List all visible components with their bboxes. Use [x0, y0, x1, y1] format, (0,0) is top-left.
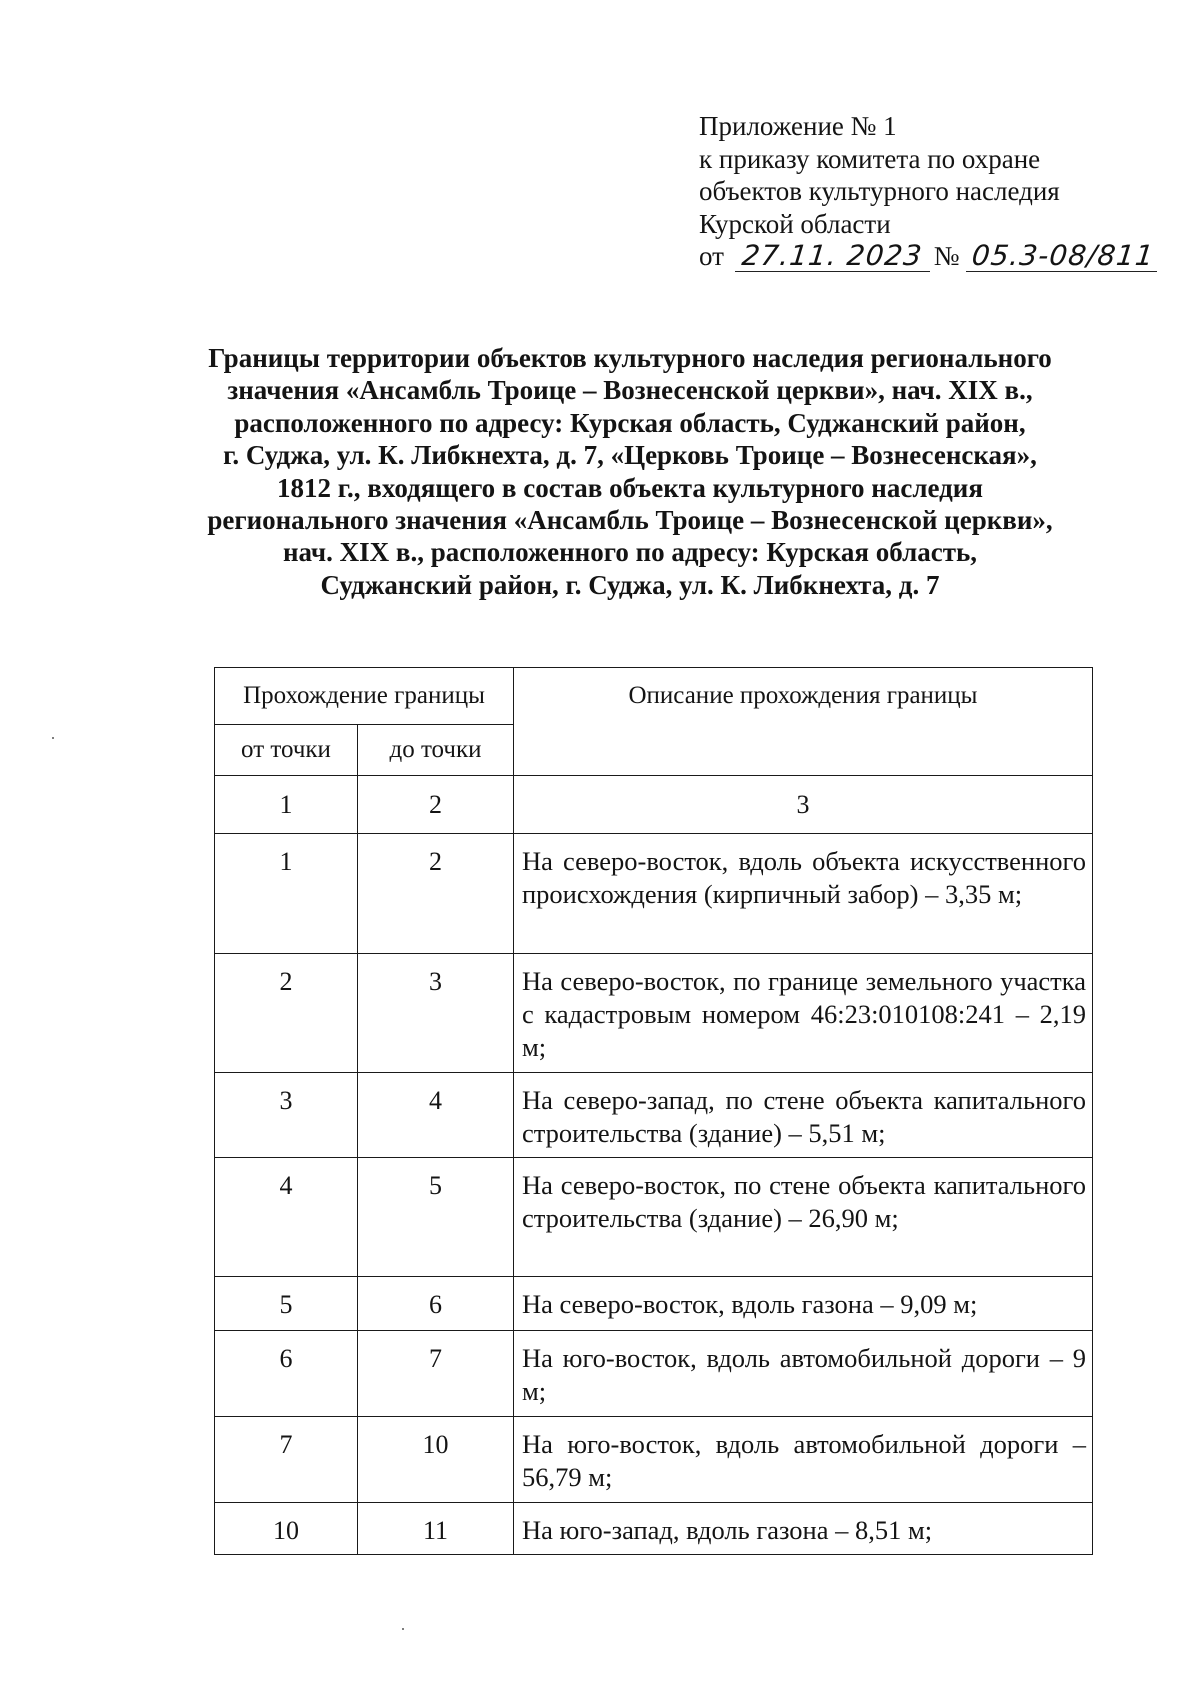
boundary-table: [214, 667, 1093, 1555]
table-row: [215, 1073, 1093, 1158]
from-label: от: [699, 241, 724, 271]
to-point-cell: 4: [358, 1073, 514, 1158]
table-row: [215, 1158, 1093, 1277]
title-line: нач. XIX в., расположенного по адресу: Курская область,: [282, 537, 978, 568]
column-number: 2: [358, 776, 514, 834]
scan-speck: [52, 737, 54, 739]
title-line: 1812 г., входящего в состав объекта культурного наследия: [277, 472, 983, 503]
to-point-cell: 7: [358, 1331, 514, 1417]
handwritten-order-number: 05.3-08/811: [970, 239, 1156, 272]
title-line: Границы территории объектов культурного наследия регионального: [208, 343, 1052, 373]
appendix-title: Приложение № 1: [699, 111, 897, 141]
description-cell: На северо-восток, по границе земельного участка с кадастровым номером 46:23:010108:241 – 2,19 м;: [514, 954, 1093, 1073]
order-number-field: [966, 241, 1157, 272]
document-title: [170, 342, 1090, 601]
title-line: расположенного по адресу: Курская область, Суджанский район,: [234, 407, 1026, 438]
to-point-cell: 3: [358, 954, 514, 1073]
to-point-cell: 5: [358, 1158, 514, 1277]
description-cell: На юго-восток, вдоль автомобильной дороги – 56,79 м;: [514, 1417, 1093, 1503]
table-row: [215, 1277, 1093, 1331]
appendix-region-line: Курской области: [699, 208, 891, 239]
from-point-cell: 6: [215, 1331, 358, 1417]
column-number-row: [215, 776, 1093, 834]
from-point-cell: 7: [215, 1417, 358, 1503]
to-point-cell: 6: [358, 1277, 514, 1331]
table-header-row: [215, 668, 1093, 725]
appendix-block: [699, 110, 1159, 273]
to-point-cell: 2: [358, 834, 514, 954]
appendix-heritage-line: объектов культурного наследия: [699, 176, 1060, 206]
header-description: Описание прохождения границы: [514, 668, 1093, 776]
from-point-cell: 10: [215, 1503, 358, 1555]
title-line: г. Суджа, ул. К. Либкнехта, д. 7, «Церковь Троице – Вознесенская»,: [223, 440, 1037, 471]
description-cell: На юго-восток, вдоль автомобильной дороги – 9 м;: [514, 1331, 1093, 1417]
appendix-date-number-line: [699, 240, 1159, 273]
from-point-cell: 3: [215, 1073, 358, 1158]
table-row: [215, 1331, 1093, 1417]
appendix-order-line: к приказу комитета по охране: [699, 143, 1041, 174]
description-cell: На юго-запад, вдоль газона – 8,51 м;: [514, 1503, 1093, 1555]
handwritten-date: 27.11. 2023: [740, 239, 925, 272]
title-line: регионального значения «Ансамбль Троице – Вознесенской церкви»,: [207, 505, 1053, 536]
table-row: [215, 1417, 1093, 1503]
table-row: [215, 954, 1093, 1073]
header-passage: Прохождение границы: [215, 668, 514, 725]
title-line: значения «Ансамбль Троице – Вознесенской церкви», нач. XIX в.,: [227, 375, 1033, 406]
header-from-point: от точки: [215, 725, 358, 776]
from-point-cell: 5: [215, 1277, 358, 1331]
to-point-cell: 10: [358, 1417, 514, 1503]
description-cell: На северо-восток, вдоль объекта искусственного происхождения (кирпичный забор) – 3,35 м;: [514, 834, 1093, 954]
column-number: 1: [215, 776, 358, 834]
table-row: [215, 834, 1093, 954]
header-to-point: до точки: [358, 725, 514, 776]
title-line: Суджанский район, г. Суджа, ул. К. Либкнехта, д. 7: [320, 569, 940, 600]
from-point-cell: 2: [215, 954, 358, 1073]
scan-speck: [402, 1628, 404, 1630]
table-row: [215, 1503, 1093, 1555]
description-cell: На северо-восток, вдоль газона – 9,09 м;: [514, 1277, 1093, 1331]
column-number: 3: [514, 776, 1093, 834]
date-field: [735, 241, 930, 272]
to-point-cell: 11: [358, 1503, 514, 1555]
description-cell: На северо-восток, по стене объекта капитального строительства (здание) – 26,90 м;: [514, 1158, 1093, 1277]
description-cell: На северо-запад, по стене объекта капитального строительства (здание) – 5,51 м;: [514, 1073, 1093, 1158]
from-point-cell: 1: [215, 834, 358, 954]
number-label: №: [933, 241, 960, 271]
from-point-cell: 4: [215, 1158, 358, 1277]
